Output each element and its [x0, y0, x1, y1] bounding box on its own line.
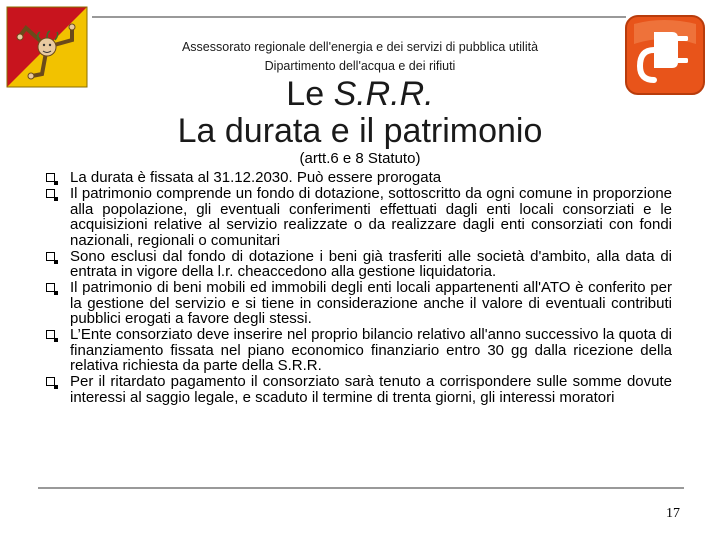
list-item-text: Il patrimonio di beni mobili ed immobili degli enti locali appartenenti all'ATO è conferito per la gestione del servizio e si tiene in considerazione anche il valore di eventuali contributi pubblici erogati a favore degli stessi.	[70, 279, 672, 327]
trinacria-emblem-icon	[6, 6, 88, 88]
bottom-divider	[38, 487, 684, 489]
list-item-text: La durata è fissata al 31.12.2030. Può essere prorogata	[70, 169, 442, 186]
electric-plug-icon	[624, 14, 706, 96]
square-bullet-icon	[46, 252, 55, 261]
list-item	[46, 327, 672, 374]
square-bullet-icon	[46, 189, 55, 198]
page-number: 17	[666, 506, 680, 521]
list-item-text: Sono esclusi dal fondo di dotazione i beni già trasferiti alle società d'ambito, alla data di entrata in vigore della l.r. cheaccedono alla gestione liquidatoria.	[70, 247, 672, 280]
title-italic: S.R.R.	[333, 75, 434, 113]
list-item	[46, 280, 672, 327]
square-bullet-icon	[46, 377, 55, 386]
list-item	[46, 170, 672, 186]
title-prefix: Le	[286, 75, 334, 113]
square-bullet-icon	[46, 330, 55, 339]
square-bullet-icon	[46, 283, 55, 292]
list-item	[46, 249, 672, 280]
page-title	[100, 76, 620, 150]
bullet-list	[46, 170, 672, 406]
header	[100, 38, 620, 76]
list-item	[46, 374, 672, 405]
title-line-2: La durata e il patrimonio	[177, 112, 543, 150]
list-item-text: L’Ente consorziato deve inserire nel proprio bilancio relativo all'anno successivo la quota di finanziamento fissata nel piano economico finanziario entro 30 gg dalla ricezione della relativa richiesta da parte della S.R.R.	[70, 326, 672, 374]
subtitle: (artt.6 e 8 Statuto)	[299, 150, 421, 167]
list-item-text: Per il ritardato pagamento il consorziato sarà tenuto a corrispondere sulle somme dovute interessi al saggio legale, e scaduto il termine di trenta giorni, gli interessi moratori	[70, 373, 672, 406]
title-line-1	[100, 76, 620, 113]
list-item	[46, 186, 672, 248]
header-line-1: Assessorato regionale dell'energia e dei servizi di pubblica utilità	[181, 40, 539, 54]
list-item-text: Il patrimonio comprende un fondo di dotazione, sottoscritto da ogni comune in proporzione alla popolazione, gli eventuali conferimenti effettuati dagli enti locali consorziati e le acquisizioni relative al servizio realizzate o da realizzare dagli enti consorziati con fondi nazionali, regionali o comunitari	[70, 185, 672, 249]
square-bullet-icon	[46, 173, 55, 182]
header-line-2: Dipartimento dell'acqua e dei rifiuti	[264, 59, 456, 73]
top-divider	[92, 16, 626, 18]
